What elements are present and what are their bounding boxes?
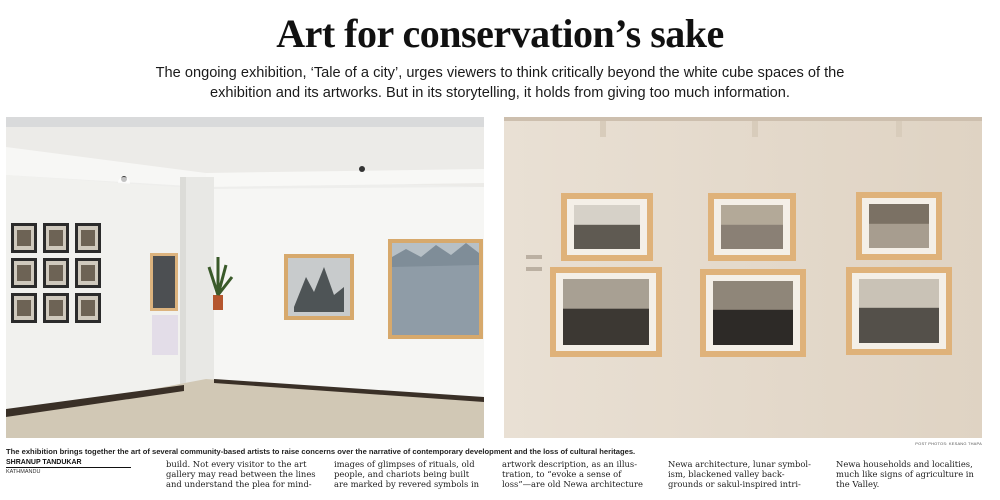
column-line: gallery may read between the lines bbox=[166, 469, 316, 479]
column-line: Newa architecture, lunar symbol- bbox=[668, 459, 811, 469]
gallery-room-photo bbox=[6, 117, 484, 438]
photo-credit: POST PHOTOS: KESANG THAPA bbox=[915, 441, 982, 446]
text-column-5 bbox=[836, 459, 981, 489]
column-line: much like signs of agriculture in bbox=[836, 469, 974, 479]
framed-photos-wall-photo bbox=[504, 117, 982, 438]
author-name: SHRANUP TANDUKAR bbox=[6, 459, 131, 468]
photo-caption: The exhibition brings together the art of several community-based artists to raise concerns over the narrative of contemporary development and the loss of cultural heritages. bbox=[6, 447, 636, 456]
column-line: the Valley. bbox=[836, 479, 880, 489]
column-line: images of glimpses of rituals, old bbox=[334, 459, 475, 469]
deck: The ongoing exhibition, ‘Tale of a city’, urges viewers to think critically beyond the white cube spaces of the exhibition and its artworks. But in its storytelling, it holds from giving too much information. bbox=[155, 65, 845, 101]
text-column-1 bbox=[166, 459, 316, 489]
column-line: people, and chariots being built bbox=[334, 469, 470, 479]
headline: Art for conservation’s sake bbox=[276, 11, 724, 56]
column-line: loss”—are old Newa architecture bbox=[502, 479, 643, 489]
column-line: and understand the plea for mind- bbox=[166, 479, 312, 489]
byline bbox=[6, 459, 136, 475]
column-line: Newa households and localities, bbox=[836, 459, 973, 469]
column-line: build. Not every visitor to the art bbox=[166, 459, 307, 469]
text-column-2 bbox=[334, 459, 479, 489]
column-line: tration, to “evoke a sense of bbox=[502, 469, 622, 479]
column-line: grounds or sakul-inspired intri- bbox=[668, 479, 801, 489]
column-line: artwork description, as an illus- bbox=[502, 459, 638, 469]
text-column-3 bbox=[502, 459, 647, 489]
dateline: KATHMANDU bbox=[6, 469, 41, 475]
column-line: ism, blackened valley back- bbox=[668, 469, 785, 479]
column-line: are marked by revered symbols in bbox=[334, 479, 480, 489]
text-column-4 bbox=[668, 459, 813, 489]
